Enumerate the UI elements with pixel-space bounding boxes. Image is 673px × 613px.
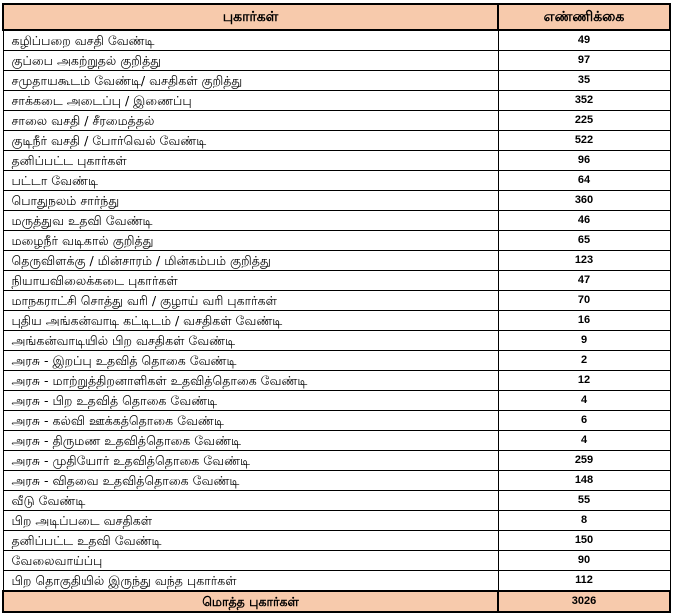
category-cell: அரசு - மாற்றுத்திறனாளிகள் உதவித்தொகை வேண்டி	[3, 371, 498, 391]
count-cell: 9	[498, 331, 670, 351]
table-row	[3, 371, 670, 391]
category-cell: குப்பை அகற்றுதல் குறித்து	[3, 51, 498, 71]
table-row	[3, 451, 670, 471]
table-row	[3, 291, 670, 311]
count-cell: 4	[498, 391, 670, 411]
complaints-table	[2, 3, 671, 613]
table-row	[3, 331, 670, 351]
category-cell: தனிப்பட்ட உதவி வேண்டி	[3, 531, 498, 551]
count-cell: 259	[498, 451, 670, 471]
count-cell: 150	[498, 531, 670, 551]
table-row	[3, 111, 670, 131]
category-cell: மாநகராட்சி சொத்து வரி / குழாய் வரி புகார்கள்	[3, 291, 498, 311]
category-cell: நியாயவிலைக்கடை புகார்கள்	[3, 271, 498, 291]
count-cell: 70	[498, 291, 670, 311]
category-cell: அரசு - விதவை உதவித்தொகை வேண்டி	[3, 471, 498, 491]
category-cell: அரசு - கல்வி ஊக்கத்தொகை வேண்டி	[3, 411, 498, 431]
category-cell: சமுதாயகூடம் வேண்டி/ வசதிகள் குறித்து	[3, 71, 498, 91]
count-cell: 2	[498, 351, 670, 371]
count-cell: 47	[498, 271, 670, 291]
table-row	[3, 471, 670, 491]
count-cell: 148	[498, 471, 670, 491]
count-cell: 360	[498, 191, 670, 211]
table-row	[3, 51, 670, 71]
count-cell: 4	[498, 431, 670, 451]
table-row	[3, 251, 670, 271]
table-row	[3, 491, 670, 511]
table-body	[3, 30, 670, 591]
table-row	[3, 71, 670, 91]
category-cell: அரசு - இறப்பு உதவித் தொகை வேண்டி	[3, 351, 498, 371]
category-cell: தனிப்பட்ட புகார்கள்	[3, 151, 498, 171]
category-cell: குடிநீர் வசதி / போர்வெல் வேண்டி	[3, 131, 498, 151]
header-category: புகார்கள்	[3, 4, 498, 30]
total-row	[3, 591, 670, 612]
count-cell: 49	[498, 30, 670, 51]
count-cell: 90	[498, 551, 670, 571]
table-row	[3, 311, 670, 331]
count-cell: 55	[498, 491, 670, 511]
count-cell: 96	[498, 151, 670, 171]
category-cell: கழிப்பறை வசதி வேண்டி	[3, 30, 498, 51]
count-cell: 12	[498, 371, 670, 391]
table-row	[3, 91, 670, 111]
header-row	[3, 4, 670, 30]
count-cell: 352	[498, 91, 670, 111]
total-value: 3026	[498, 591, 670, 612]
table-row	[3, 191, 670, 211]
category-cell: அரசு - திருமண உதவித்தொகை வேண்டி	[3, 431, 498, 451]
header-count: எண்ணிக்கை	[498, 4, 670, 30]
count-cell: 97	[498, 51, 670, 71]
count-cell: 522	[498, 131, 670, 151]
category-cell: தெருவிளக்கு / மின்சாரம் / மின்கம்பம் குறித்து	[3, 251, 498, 271]
table-row	[3, 231, 670, 251]
total-label: மொத்த புகார்கள்	[3, 591, 498, 612]
count-cell: 6	[498, 411, 670, 431]
category-cell: மருத்துவ உதவி வேண்டி	[3, 211, 498, 231]
table-row	[3, 551, 670, 571]
count-cell: 225	[498, 111, 670, 131]
category-cell: பிற அடிப்படை வசதிகள்	[3, 511, 498, 531]
category-cell: மழைநீர் வடிகால் குறித்து	[3, 231, 498, 251]
table-row	[3, 411, 670, 431]
category-cell: பொதுநலம் சார்ந்து	[3, 191, 498, 211]
category-cell: வீடு வேண்டி	[3, 491, 498, 511]
count-cell: 46	[498, 211, 670, 231]
table-row	[3, 151, 670, 171]
table-row	[3, 431, 670, 451]
category-cell: சாக்கடை அடைப்பு / இணைப்பு	[3, 91, 498, 111]
category-cell: அரசு - முதியோர் உதவித்தொகை வேண்டி	[3, 451, 498, 471]
count-cell: 112	[498, 571, 670, 592]
count-cell: 8	[498, 511, 670, 531]
category-cell: சாலை வசதி / சீரமைத்தல்	[3, 111, 498, 131]
table-row	[3, 131, 670, 151]
count-cell: 64	[498, 171, 670, 191]
category-cell: புதிய அங்கன்வாடி கட்டிடம் / வசதிகள் வேண்டி	[3, 311, 498, 331]
table-row	[3, 351, 670, 371]
table-row	[3, 271, 670, 291]
count-cell: 16	[498, 311, 670, 331]
table-row	[3, 511, 670, 531]
category-cell: பட்டா வேண்டி	[3, 171, 498, 191]
table-row	[3, 531, 670, 551]
category-cell: வேலைவாய்ப்பு	[3, 551, 498, 571]
table-row	[3, 391, 670, 411]
table-row	[3, 30, 670, 51]
count-cell: 35	[498, 71, 670, 91]
table-row	[3, 571, 670, 592]
count-cell: 123	[498, 251, 670, 271]
table-row	[3, 211, 670, 231]
count-cell: 65	[498, 231, 670, 251]
category-cell: அங்கன்வாடியில் பிற வசதிகள் வேண்டி	[3, 331, 498, 351]
category-cell: பிற தொகுதியில் இருந்து வந்த புகார்கள்	[3, 571, 498, 592]
table-row	[3, 171, 670, 191]
category-cell: அரசு - பிற உதவித் தொகை வேண்டி	[3, 391, 498, 411]
